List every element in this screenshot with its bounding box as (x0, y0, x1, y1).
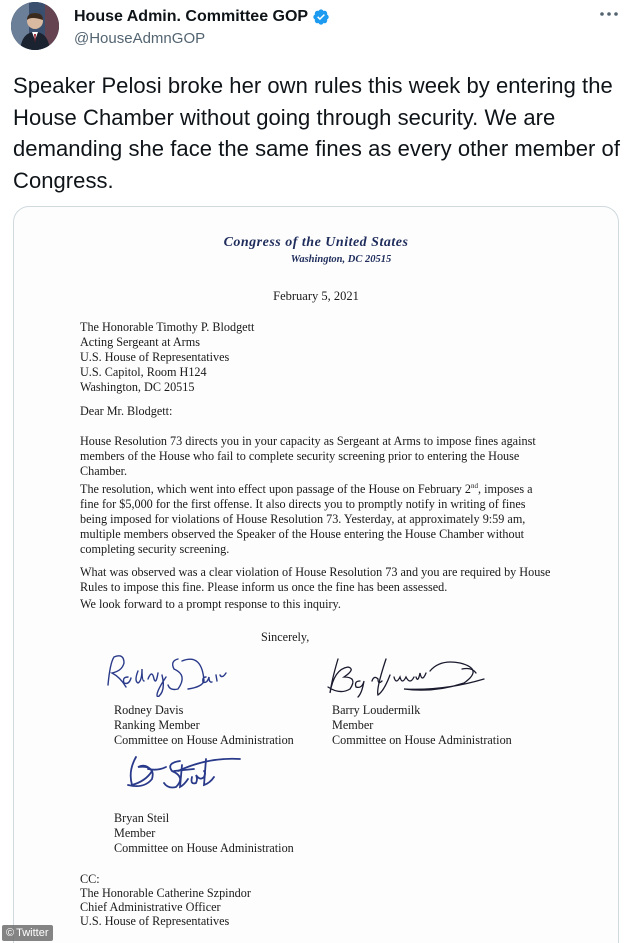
p2-first-a: The resolution, which went into effect upon passage of the House on February 2 (80, 482, 472, 496)
paragraph-1 (80, 434, 558, 479)
paragraph-line: Chamber. (80, 464, 128, 478)
letterhead-city: Washington, DC 20515 (290, 254, 392, 265)
signer-org: Committee on House Administration (114, 733, 294, 747)
p2-superscript: nd (471, 482, 479, 490)
signer-title: Member (114, 826, 156, 840)
name-line (74, 6, 330, 28)
signer-name: Barry Loudermilk (332, 703, 421, 717)
verified-badge-icon (312, 8, 330, 26)
paragraph-3 (80, 565, 558, 595)
p2-first-b: , imposes a (478, 482, 533, 496)
paragraph-line: Rules to impose this fine. Please inform us once the fine has been assessed. (80, 580, 448, 594)
display-name[interactable]: House Admin. Committee GOP (74, 8, 309, 25)
paragraph-4: We look forward to a prompt response to this inquiry. (80, 597, 341, 611)
avatar[interactable] (11, 2, 59, 50)
signer-loudermilk (332, 703, 512, 748)
signer-org: Committee on House Administration (332, 733, 512, 747)
recipient-line: Acting Sergeant at Arms (80, 335, 200, 349)
closing: Sincerely, (261, 630, 310, 644)
paragraph-line: fine for $5,000 for the first offense. It also directs you to promptly notify in writing of fines (80, 497, 526, 511)
cc-line: The Honorable Catherine Szpindor (80, 886, 251, 900)
tweet-header (0, 0, 634, 58)
avatar-image (11, 2, 59, 50)
paragraph-line: multiple members observed the Speaker of the House entering the House Chamber without (80, 527, 525, 541)
salutation: Dear Mr. Blodgett: (80, 404, 173, 418)
cc-label: CC: (80, 872, 100, 886)
signer-name: Bryan Steil (114, 811, 170, 825)
paragraph-line: House Resolution 73 directs you in your capacity as Sergeant at Arms to impose fines against (80, 434, 536, 448)
signer-org: Committee on House Administration (114, 841, 294, 855)
recipient-line: U.S. Capitol, Room H124 (80, 365, 207, 379)
letter-document (14, 207, 618, 943)
paragraph-line (80, 482, 558, 497)
signer-steil (114, 811, 294, 856)
tweet-media[interactable] (13, 206, 619, 943)
letterhead-title: Congress of the United States (223, 235, 409, 250)
signer-name: Rodney Davis (114, 703, 184, 717)
recipient-line: Washington, DC 20515 (80, 380, 195, 394)
cc-block (80, 872, 251, 928)
signature-davis-icon (100, 647, 230, 697)
signer-davis (114, 703, 294, 748)
cc-line: Chief Administrative Officer (80, 900, 221, 914)
recipient-line: U.S. House of Representatives (80, 350, 230, 364)
paragraph-line: What was observed was a clear violation of House Resolution 73 and you are required by House (80, 565, 551, 579)
paragraph-line: completing security screening. (80, 542, 230, 556)
paragraph-2 (80, 482, 558, 557)
handle[interactable]: @HouseAdmnGOP (74, 30, 206, 47)
copyright-symbol: © (6, 927, 15, 939)
cc-line: U.S. House of Representatives (80, 914, 230, 928)
more-options-icon[interactable] (597, 4, 621, 24)
recipient-line: The Honorable Timothy P. Blodgett (80, 320, 255, 334)
signature-steil-icon (118, 747, 248, 795)
signer-title: Ranking Member (114, 718, 200, 732)
tweet-text: Speaker Pelosi broke her own rules this week by entering the House Chamber without going through security. We are demanding she face the same fines as every other member of Congress. (13, 73, 620, 193)
twitter-watermark (2, 925, 53, 941)
signature-loudermilk-icon (316, 647, 492, 705)
signer-title: Member (332, 718, 374, 732)
watermark-text: Twitter (16, 927, 49, 939)
letter-date: February 5, 2021 (273, 289, 359, 303)
paragraph-line: being imposed for violations of House Resolution 73. Yesterday, at approximately 9:59 am, (80, 512, 526, 526)
paragraph-line: members of the House who fail to complete security screening prior to entering the House (80, 449, 520, 463)
recipient-address (80, 320, 254, 395)
